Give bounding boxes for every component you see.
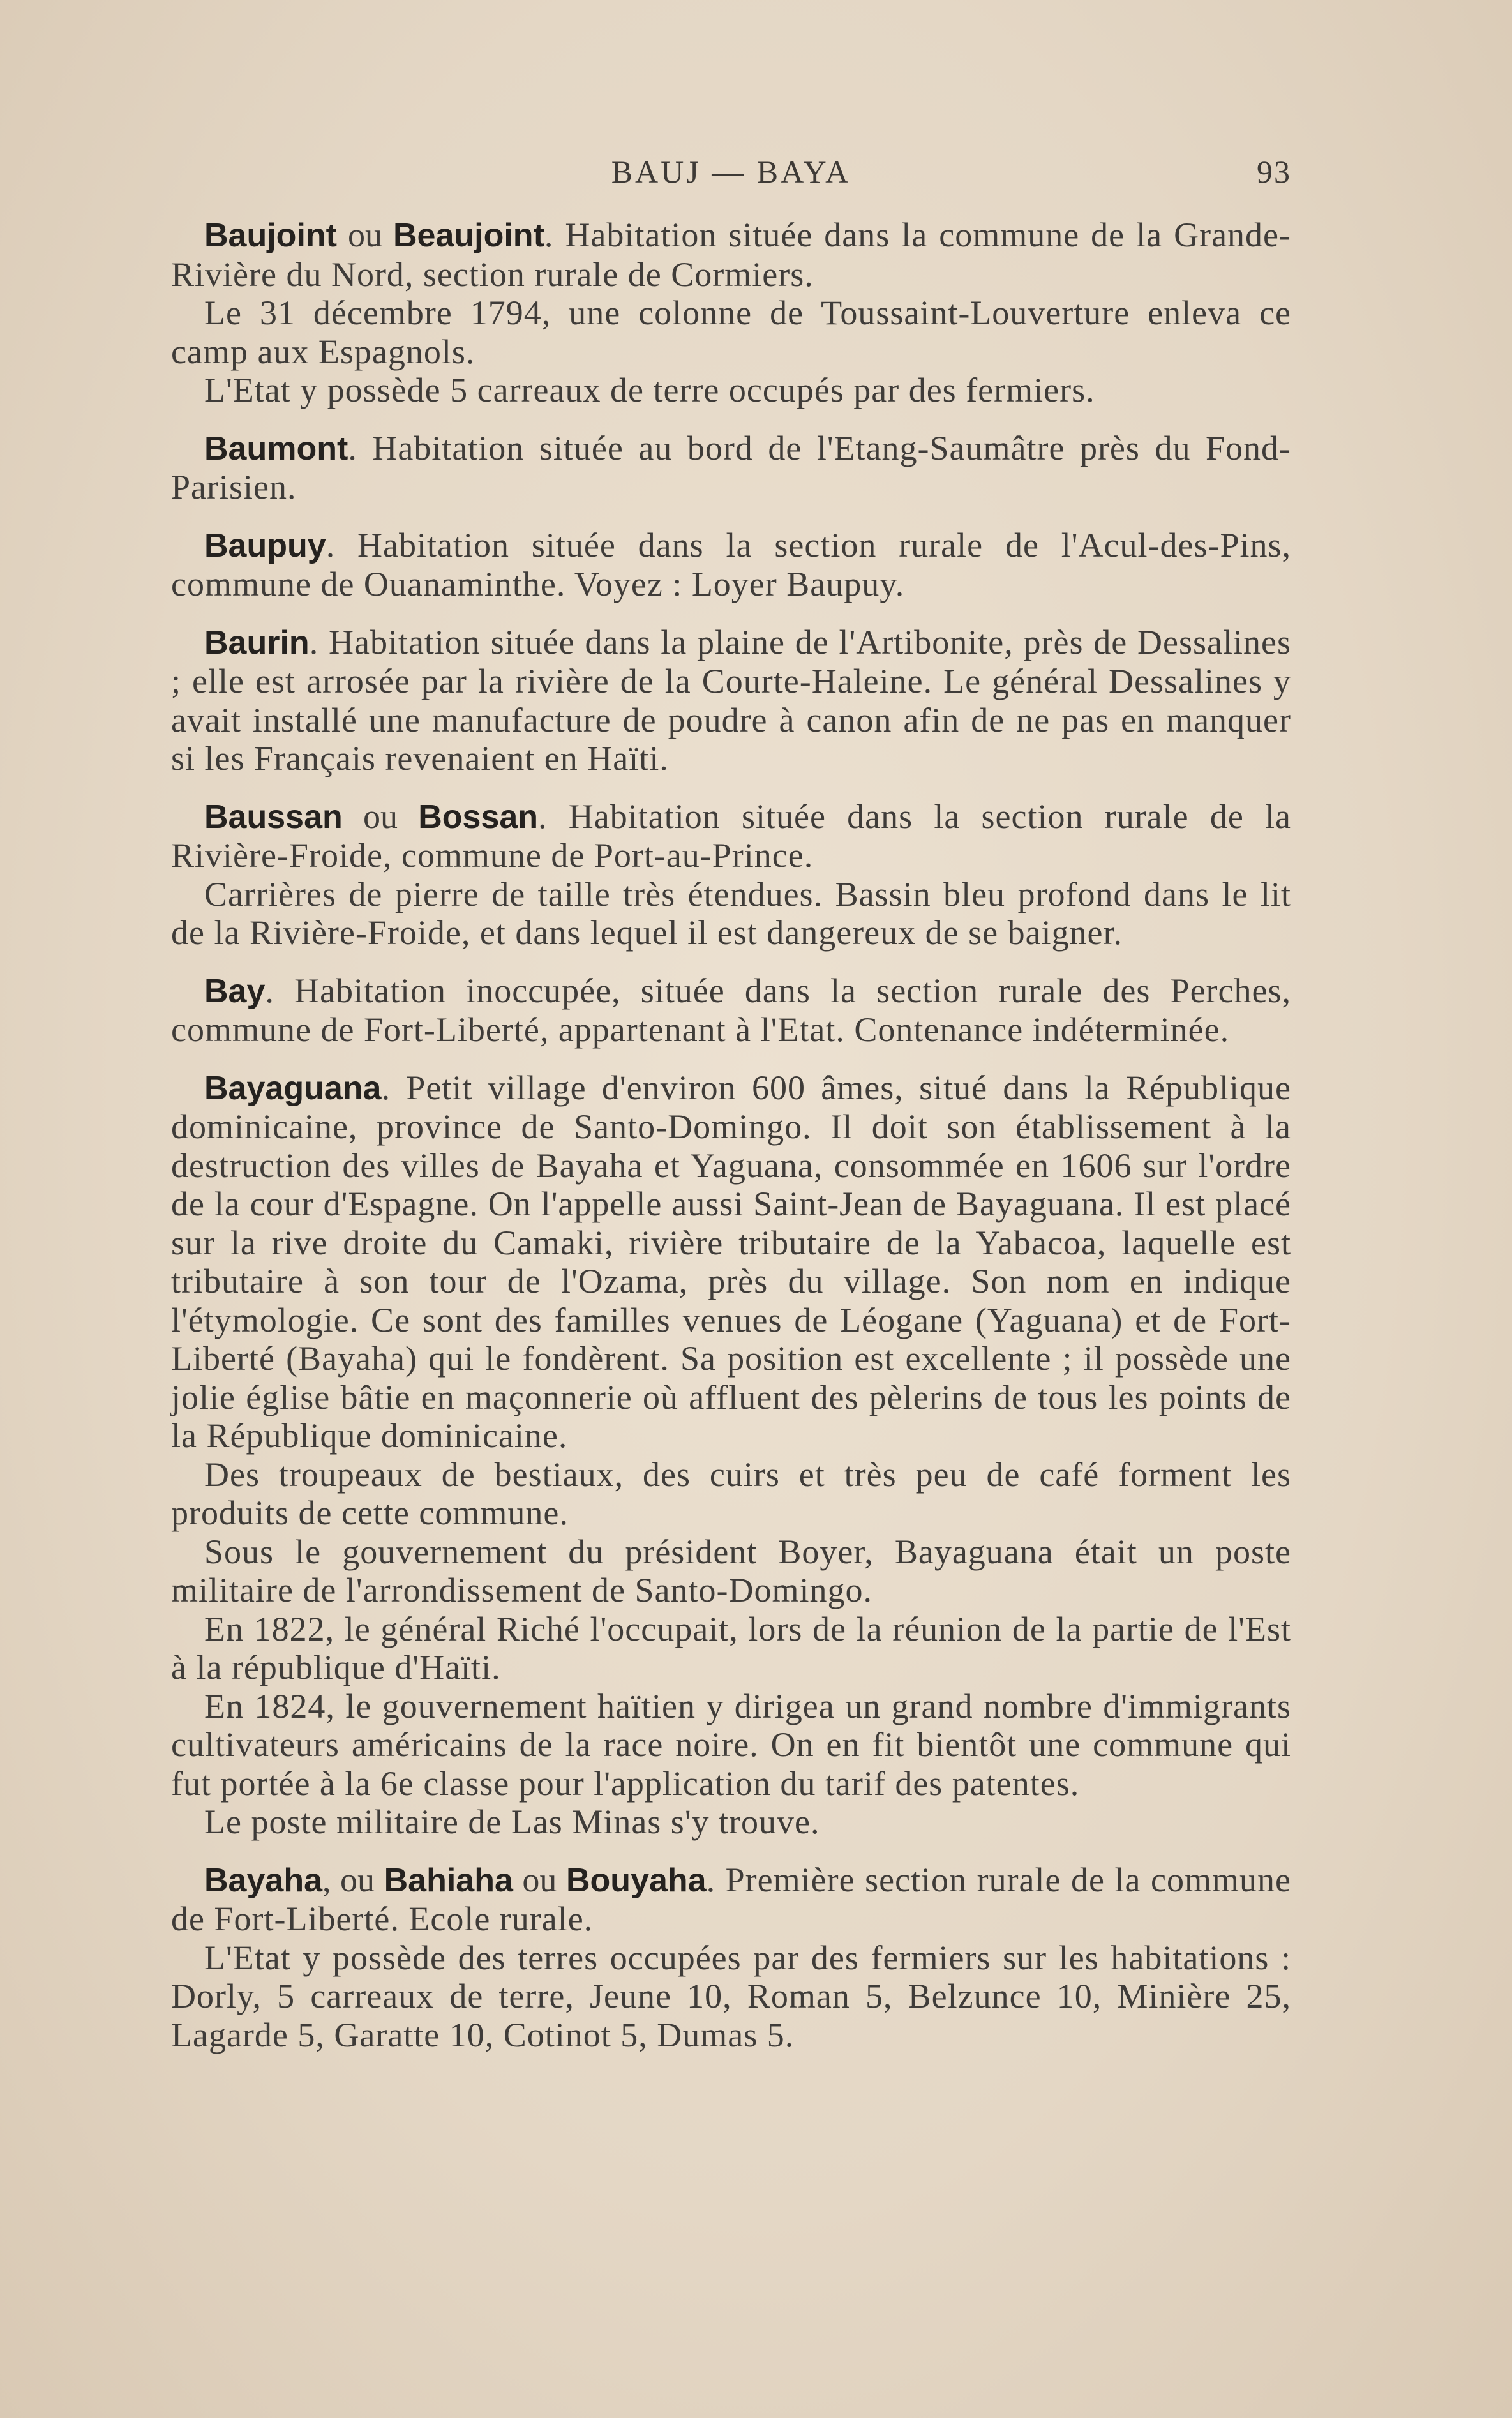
- entry-paragraph: [171, 623, 1291, 778]
- entry-paragraph: [171, 1069, 1291, 1455]
- entry-text: . Première section rurale de la commune de Fort-Liberté. Ecole rurale.: [171, 1860, 1292, 1938]
- headword-variant: Bouyaha: [565, 1861, 707, 1899]
- entry-paragraph: L'Etat y possède des terres occupées par des fermiers sur les habitations : Dorly, 5 carreaux de terre, Jeune 10, Roman 5, Belzunce 10, Minière 25, Lagarde 5, Garatte 10, Cotinot 5, Dumas 5.: [171, 1938, 1291, 2054]
- entry-paragraph: [171, 1861, 1291, 1939]
- headword-joiner: ou: [342, 797, 419, 836]
- entry-paragraph: L'Etat y possède 5 carreaux de terre occupés par des fermiers.: [204, 371, 1095, 409]
- page-header: [171, 153, 1291, 191]
- entry-text: . Habitation située dans la plaine de l'Artibonite, près de Dessalines ; elle est arrosée par la rivière de la Courte-Haleine. Le général Dessalines y avait installé une manufacture de poudre à canon afin de ne pas en manquer si les Français revenaient en Haïti.: [171, 622, 1291, 777]
- entry-text: . Habitation située dans la section rurale de l'Acul-des-Pins, commune de Ouanaminthe. Voyez : Loyer Baupuy.: [171, 525, 1291, 603]
- entry-paragraph: [171, 797, 1291, 875]
- entry-text: . Habitation inoccupée, située dans la section rurale des Perches, commune de Fort-Liberté, appartenant à l'Etat. Contenance indéterminée.: [171, 971, 1291, 1049]
- entry-text: . Petit village d'environ 600 âmes, situé dans la République dominicaine, province de Santo-Domingo. Il doit son établissement à la destruction des villes de Bayaha et Yaguana, consommée en 1606 sur l'ordre de la cour d'Espagne. On l'appelle aussi Saint-Jean de Bayaguana. Il est placé sur la rive droite du Camaki, rivière tributaire de la Yabacoa, laquelle est tributaire à son tour de l'Ozama, près du village. Son nom en indique l'étymologie. Ce sont des familles venues de Léogane (Yaguana) et de Fort-Liberté (Bayaha) qui le fondèrent. Sa position est excellente ; il possède une jolie église bâtie en maçonnerie où affluent des pèlerins de tous les points de la République dominicaine.: [171, 1068, 1291, 1455]
- headword-variant: Bossan: [418, 798, 539, 836]
- running-head: BAUJ — BAYA: [611, 154, 851, 190]
- entry-baupuy: [171, 526, 1291, 604]
- headword: Baumont: [204, 430, 348, 467]
- headword: Baupuy: [204, 527, 326, 564]
- entry-paragraph: En 1822, le général Riché l'occupait, lors de la réunion de la partie de l'Est à la république d'Haïti.: [171, 1609, 1291, 1686]
- headword: Baussan: [204, 798, 343, 836]
- entry-text: . Habitation située dans la section rurale de la Rivière-Froide, commune de Port-au-Prince.: [171, 797, 1292, 875]
- entry-paragraph: Le poste militaire de Las Minas s'y trouve.: [204, 1803, 820, 1841]
- page-number: 93: [1257, 154, 1291, 190]
- dictionary-body: [171, 216, 1291, 2073]
- entry-bayaguana: [171, 1069, 1291, 1842]
- headword: Bayaha: [204, 1861, 322, 1899]
- entry-baumont: [171, 429, 1291, 507]
- entry-text: . Habitation située dans la commune de la Grande-Rivière du Nord, section rurale de Cormiers.: [171, 216, 1291, 294]
- headword: Baujoint: [204, 217, 337, 254]
- entry-paragraph: [171, 526, 1291, 604]
- headword-joiner: , ou: [322, 1860, 384, 1899]
- entry-paragraph: Le 31 décembre 1794, une colonne de Toussaint-Louverture enleva ce camp aux Espagnols.: [171, 294, 1291, 371]
- entry-paragraph: [171, 216, 1291, 294]
- entry-paragraph: Des troupeaux de bestiaux, des cuirs et très peu de café forment les produits de cette commune.: [171, 1455, 1291, 1532]
- headword: Baurin: [204, 624, 310, 661]
- headword-variant: Beaujoint: [393, 217, 544, 254]
- headword: Bayaguana: [204, 1069, 382, 1107]
- entry-bay: [171, 972, 1291, 1049]
- headword-joiner: ou: [336, 216, 393, 254]
- entry-paragraph: Carrières de pierre de taille très étendues. Bassin bleu profond dans le lit de la Rivière-Froide, et dans lequel il est dangereux de se baigner.: [171, 875, 1291, 952]
- entry-baussan: [171, 797, 1291, 952]
- headword-joiner: ou: [513, 1860, 566, 1899]
- headword: Bay: [204, 972, 266, 1010]
- headword-variant: Bahiaha: [384, 1861, 513, 1899]
- entry-paragraph: En 1824, le gouvernement haïtien y dirigea un grand nombre d'immigrants cultivateurs américains de la race noire. On en fit bientôt une commune qui fut portée à la 6e classe pour l'application du tarif des patentes.: [171, 1686, 1291, 1803]
- entry-text: . Habitation située au bord de l'Etang-Saumâtre près du Fond-Parisien.: [171, 428, 1291, 506]
- entry-bayaha: [171, 1861, 1291, 2055]
- entry-paragraph: [171, 429, 1291, 507]
- entry-paragraph: [171, 972, 1291, 1049]
- entry-baujoint: [171, 216, 1291, 410]
- entry-paragraph: Sous le gouvernement du président Boyer, Bayaguana était un poste militaire de l'arrondissement de Santo-Domingo.: [171, 1532, 1291, 1609]
- entry-baurin: [171, 623, 1291, 778]
